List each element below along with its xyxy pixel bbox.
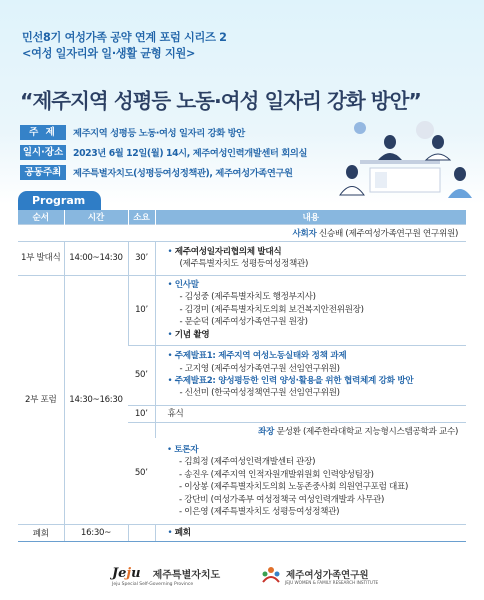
- table-row: [18, 275, 466, 345]
- list-item: - 송진우 (제주지역 인적자원개발위원회 인력양성팀장): [179, 469, 374, 480]
- info-text: 2023년 6월 12일(월) 14시, 제주여성인력개발센터 회의실: [73, 148, 308, 159]
- institute-name: 제주여성가족연구원: [286, 570, 369, 581]
- moderator-role: 좌장: [258, 426, 275, 437]
- footer: [0, 560, 484, 600]
- event-info: [20, 123, 307, 183]
- institute-subtitle: JEJU WOMEN & FAMILY RESEARCH INSTITUTE: [285, 580, 379, 585]
- duration-cell: 50’: [128, 422, 155, 524]
- order-cell: 폐회: [18, 524, 64, 541]
- item-title: 기념 촬영: [174, 329, 210, 340]
- item-title: 인사말: [174, 279, 199, 290]
- content-cell: • 주제발표1: 제주지역 여성노동실태와 정책 과제 - 고지영 (제주여성가족연구원 선임연구위원) • 주제발표2: 양성평등한 인력 양성·활용을 위한 협력체계 강화 방안 - 신선미 (한국여성정책연구원 선임연구위원): [155, 345, 466, 405]
- jeju-mark: Jeju: [112, 566, 141, 581]
- item-sub: (제주특별자치도 성평등여성정책관): [179, 259, 309, 269]
- info-label: 공동주최: [20, 165, 66, 180]
- list-item: - 고지영 (제주여성가족연구원 선임연구위원): [179, 363, 340, 374]
- page-title: “제주지역 성평등 노동·여성 일자리 강화 방안”: [20, 89, 421, 113]
- info-label: 주 제: [20, 125, 66, 140]
- list-item: - 김희정 (제주여성인력개발센터 관장): [179, 457, 316, 468]
- content-cell: [155, 405, 466, 422]
- duration-cell: 50’: [128, 345, 155, 405]
- list-item: - 강단비 (여성가족부 여성정책국 여성인력개발과 사무관): [179, 494, 385, 505]
- list-item: - 김경미 (제주특별자치도의회 보건복지안전위원장): [179, 304, 364, 315]
- moderator-text: 신승배 (제주여성가족연구원 연구위원): [319, 228, 458, 239]
- list-item: - 신선미 (한국여성정책연구원 선임연구위원): [179, 388, 340, 399]
- content-cell: • 인사말 - 김성중 (제주특별자치도 행정부지사) - 김경미 (제주특별자치도의회 보건복지안전위원장) - 문순덕 (제주여성가족연구원 원장) • 기념 촬영: [155, 275, 466, 345]
- info-row-topic: [20, 123, 307, 141]
- series-line-2: <여성 일자리와 일·생활 균형 지원>: [22, 47, 196, 60]
- meeting-illustration: [330, 120, 480, 210]
- table-row: [18, 524, 466, 541]
- time-cell: 14:00~14:30: [64, 241, 128, 275]
- header-content: 내용: [155, 210, 466, 224]
- header-duration: 소요: [128, 210, 155, 224]
- moderator-text: 문성환 (제주한라대학교 지능형시스템공학과 교수): [276, 426, 458, 437]
- table-header: [18, 210, 466, 224]
- item-title: 주제발표1: 제주지역 여성노동실태와 정책 과제: [174, 351, 347, 362]
- duration-cell: 10’: [128, 405, 155, 422]
- content-cell: • 토론자 - 김희정 (제주여성인력개발센터 관장) - 송진우 (제주지역 인적자원개발위원회 인력양성팀장) - 이상봉 (제주특별자치도의회 노동존중사회 의원연구포럼 대표) - 강단비 (여성가족부 여성정책국 여성인력개발과 사무관) - 이은영 (제주특별자치도 성평등여성정책관): [155, 438, 466, 524]
- duration-cell: 10’: [128, 275, 155, 345]
- program-table: [18, 210, 466, 542]
- info-text: 제주특별자치도(성평등여성정책관), 제주여성가족연구원: [73, 168, 293, 179]
- header-time: 시간: [64, 210, 128, 224]
- list-item: - 이상봉 (제주특별자치도의회 노동존중사회 의원연구포럼 대표): [179, 482, 409, 493]
- time-cell: 14:30~16:30: [64, 275, 128, 524]
- time-cell: 16:30~: [64, 524, 128, 541]
- program-tab: Program: [18, 191, 101, 210]
- info-row-datetime: [20, 143, 307, 161]
- series-line-1: 민선8기 여성가족 공약 연계 포럼 시리즈 2: [22, 31, 227, 44]
- jeju-logo: [112, 566, 220, 581]
- header-order: 순서: [18, 210, 64, 224]
- list-item: - 김성중 (제주특별자치도 행정부지사): [179, 292, 316, 303]
- jeju-subtitle: Jeju Special Self-Governing Province: [112, 582, 194, 587]
- item-title: 제주여성일자리협의체 발대식: [174, 246, 282, 257]
- info-row-host: [20, 163, 307, 181]
- info-label: 일시·장소: [20, 145, 66, 160]
- content-cell: • 폐회: [155, 524, 466, 541]
- header: [22, 30, 462, 62]
- list-item: - 문순덕 (제주여성가족연구원 원장): [179, 317, 308, 328]
- moderator-role: 사회자: [292, 228, 317, 239]
- duration-cell: 30’: [128, 241, 155, 275]
- item-title: 토론자: [174, 444, 199, 455]
- item-title: 휴식: [167, 408, 184, 419]
- item-title: 폐회: [174, 527, 191, 538]
- jeju-name: 제주특별자치도: [152, 570, 221, 581]
- table-row: [18, 241, 466, 275]
- content-cell: • 제주여성일자리협의체 발대식 (제주특별자치도 성평등여성정책관): [155, 241, 466, 275]
- info-text: 제주지역 성평등 노동·여성 일자리 강화 방안: [73, 128, 245, 139]
- institute-emblem-icon: [260, 564, 282, 584]
- order-cell: 2부 포럼: [18, 275, 64, 524]
- item-title: 주제발표2: 양성평등한 인력 양성·활용을 위한 협력체계 강화 방안: [174, 376, 414, 386]
- duration-cell: [128, 524, 155, 541]
- list-item: - 이은영 (제주특별자치도 성평등여성정책관): [179, 506, 340, 517]
- order-cell: 1부 발대식: [18, 241, 64, 275]
- moderator-row: [18, 224, 466, 241]
